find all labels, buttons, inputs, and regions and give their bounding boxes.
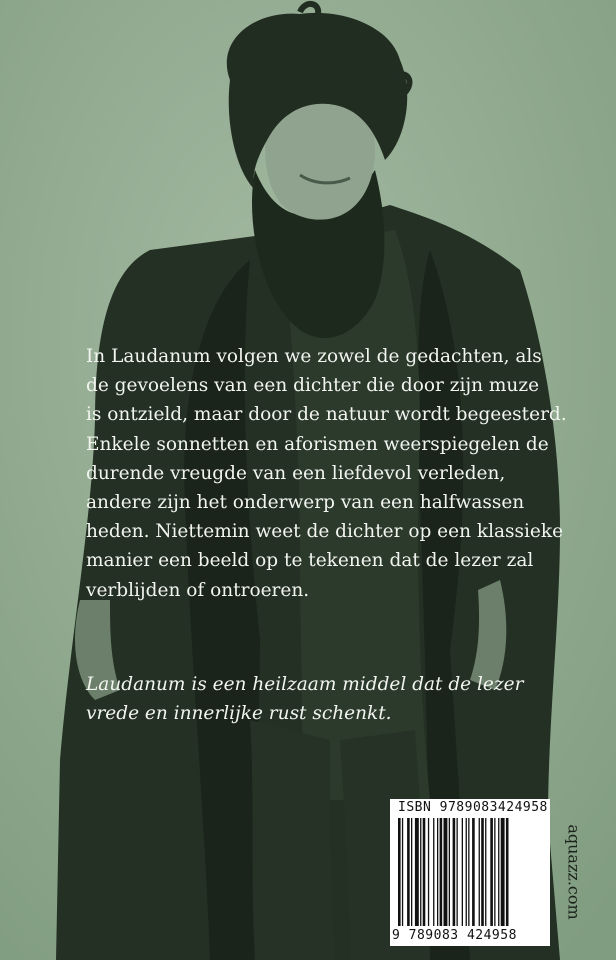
italic-quote: [86, 670, 586, 728]
isbn-label: ISBN 9789083424958: [398, 800, 548, 815]
barcode-icon: [396, 818, 544, 926]
barcode-bar: [490, 818, 493, 926]
blurb-line: andere zijn het onderwerp van een halfwassen: [86, 492, 525, 514]
barcode-bar: [411, 818, 412, 926]
barcode-bar: [420, 818, 421, 926]
blurb-line: Enkele sonnetten en aforismen weerspiegelen de: [86, 433, 549, 455]
barcode-bar: [498, 818, 499, 926]
barcode-bar: [485, 818, 486, 926]
barcode-bar: [415, 818, 419, 926]
barcode-bar: [402, 818, 403, 926]
barcode-bar: [501, 818, 505, 926]
blurb-line: manier een beeld op te tekenen dat de lezer zal: [86, 550, 534, 572]
barcode-bar: [457, 818, 458, 926]
barcode-bar: [407, 818, 410, 926]
barcode-bar: [506, 818, 509, 926]
barcode-bar: [423, 818, 426, 926]
barcode-bar: [494, 818, 495, 926]
quote-line: Laudanum is een heilzaam middel dat de lezer: [86, 674, 524, 695]
blurb-text: [86, 342, 586, 605]
barcode-bar: [428, 818, 429, 926]
quote-line: vrede en innerlijke rust schenkt.: [86, 703, 392, 725]
barcode-bar: [481, 818, 484, 926]
barcode-bar: [462, 818, 463, 926]
barcode-bar: [472, 818, 475, 926]
publisher-website: aquazz.com: [564, 824, 584, 920]
barcode-bar: [440, 818, 443, 926]
blurb-line: de gevoelens van een dichter die door zijn muze: [86, 375, 540, 397]
blurb-line: heden. Niettemin weet de dichter op een klassieke: [86, 521, 564, 543]
barcode-bar: [453, 818, 456, 926]
isbn-digits: 9 789083 424958: [392, 928, 517, 943]
barcode-bar: [466, 818, 467, 926]
barcode-bar: [479, 818, 480, 926]
barcode-bar: [449, 818, 450, 926]
barcode-bar: [468, 818, 469, 926]
blurb-line: is ontzield, maar door de natuur wordt begeesterd.: [86, 404, 567, 426]
barcode-bar: [398, 818, 401, 926]
barcode-bar: [444, 818, 448, 926]
blurb-line: verblijden of ontroeren.: [86, 579, 310, 601]
blurb-line: durende vreugde van een liefdevol verleden,: [86, 462, 506, 484]
blurb-line: In Laudanum volgen we zowel de gedachten, als: [86, 346, 542, 367]
barcode-bar: [433, 818, 434, 926]
barcode-bar: [437, 818, 438, 926]
